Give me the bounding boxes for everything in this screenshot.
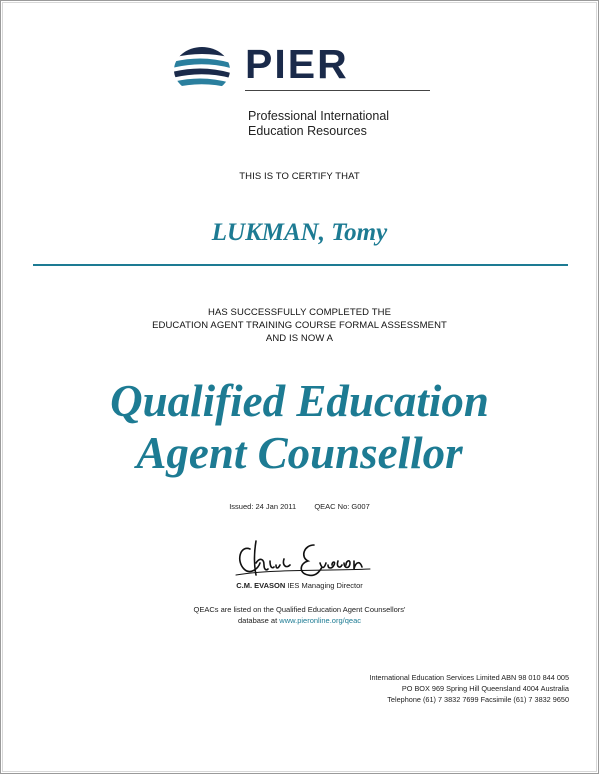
name-divider (33, 264, 568, 266)
footer-address (369, 672, 569, 705)
signatory-role: IES Managing Director (287, 581, 363, 590)
database-note-line-1: QEACs are listed on the Qualified Education Agent Counsellors' (193, 605, 406, 614)
recipient-name: LUKMAN, Tomy (211, 219, 388, 246)
database-note-prefix: database at (237, 616, 278, 625)
qualification-title-line-1: Qualified Education (110, 376, 489, 426)
qeac-database-link[interactable]: www.pieronline.org/qeac (279, 616, 361, 625)
footer-postal: PO BOX 969 Spring Hill Queensland 4004 Australia (401, 684, 569, 693)
signatory-line (0, 581, 599, 590)
pier-logo (172, 40, 432, 140)
signatory-name: C.M. EVASON (236, 581, 286, 590)
certify-text: THIS IS TO CERTIFY THAT (239, 171, 360, 182)
completion-line-1: HAS SUCCESSFULLY COMPLETED THE (207, 307, 392, 318)
issued-date: Issued: 24 Jan 2011 (229, 502, 297, 511)
qualification-title-line-2: Agent Counsellor (136, 428, 463, 478)
completion-line-3: AND IS NOW A (265, 333, 334, 344)
database-note-line-2 (0, 615, 599, 626)
database-note (0, 604, 599, 626)
logo-subtitle-line-2: Education Resources (248, 124, 367, 138)
completion-statement (0, 306, 599, 345)
completion-line-2: EDUCATION AGENT TRAINING COURSE FORMAL ASSESSMENT (152, 320, 447, 331)
issue-details (0, 502, 599, 511)
footer-company: International Education Services Limited ABN 98 010 844 005 (369, 673, 569, 682)
qeac-number: QEAC No: G007 (314, 502, 370, 511)
logo-rule (245, 90, 430, 91)
pier-globe-icon (172, 46, 236, 94)
logo-subtitle-line-1: Professional International (248, 109, 390, 123)
logo-subtitle (248, 109, 389, 139)
qualification-title (0, 375, 599, 479)
signature (232, 535, 372, 583)
footer-phone: Telephone (61) 7 3832 7699 Facsimile (61) 7 3832 9650 (387, 695, 569, 704)
logo-wordmark: PIER (245, 41, 349, 87)
